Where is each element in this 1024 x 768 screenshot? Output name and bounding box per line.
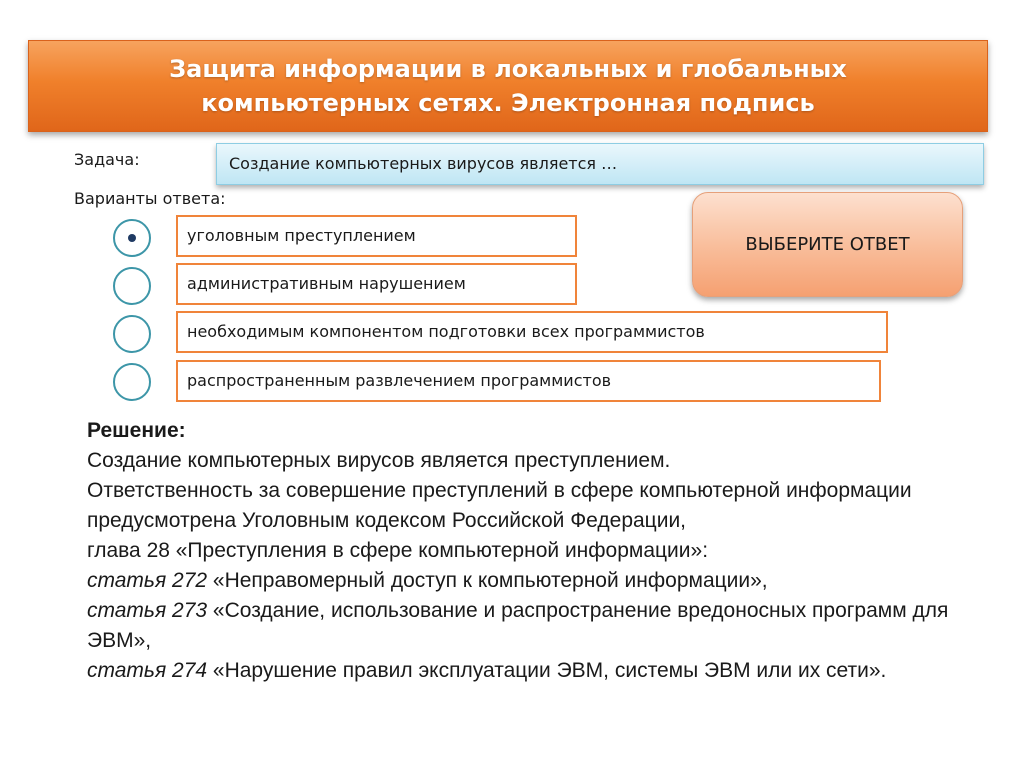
article-text: «Неправомерный доступ к компьютерной информации», [207,569,768,592]
title-banner [28,40,988,132]
solution-block [87,416,967,686]
task-label: Задача: [74,150,140,169]
radio-option-2[interactable] [113,267,151,305]
article-label: статья 273 [87,599,208,622]
title-line-1: Защита информации в локальных и глобальных [169,55,847,83]
solution-paragraph-3: глава 28 «Преступления в сфере компьютерной информации»: [87,539,709,562]
options-label: Варианты ответа: [74,189,226,208]
article-272 [87,566,967,596]
page-title [128,52,888,120]
article-274 [87,656,967,686]
solution-paragraph-1: Создание компьютерных вирусов является преступлением. [87,449,671,472]
article-label: статья 272 [87,569,208,592]
answer-option-4[interactable]: распространенным развлечением программистов [176,360,881,402]
article-text: «Создание, использование и распространение вредоносных программ для ЭВМ», [87,599,949,652]
task-question: Создание компьютерных вирусов является … [216,143,984,185]
title-line-2: компьютерных сетях. Электронная подпись [201,89,815,117]
solution-heading: Решение: [87,419,186,442]
answer-option-1[interactable]: уголовным преступлением [176,215,577,257]
choose-answer-button[interactable]: ВЫБЕРИТЕ ОТВЕТ [692,192,963,297]
radio-selected-dot [128,234,136,242]
article-273 [87,596,967,656]
solution-paragraph-2: Ответственность за совершение преступлений в сфере компьютерной информации предусмотрена Уголовным кодексом Российской Федерации, [87,479,912,532]
radio-option-1[interactable] [113,219,151,257]
article-label: статья 274 [87,659,208,682]
radio-option-3[interactable] [113,315,151,353]
answer-option-2[interactable]: административным нарушением [176,263,577,305]
article-text: «Нарушение правил эксплуатации ЭВМ, системы ЭВМ или их сети». [207,659,887,682]
answer-option-3[interactable]: необходимым компонентом подготовки всех программистов [176,311,888,353]
radio-option-4[interactable] [113,363,151,401]
